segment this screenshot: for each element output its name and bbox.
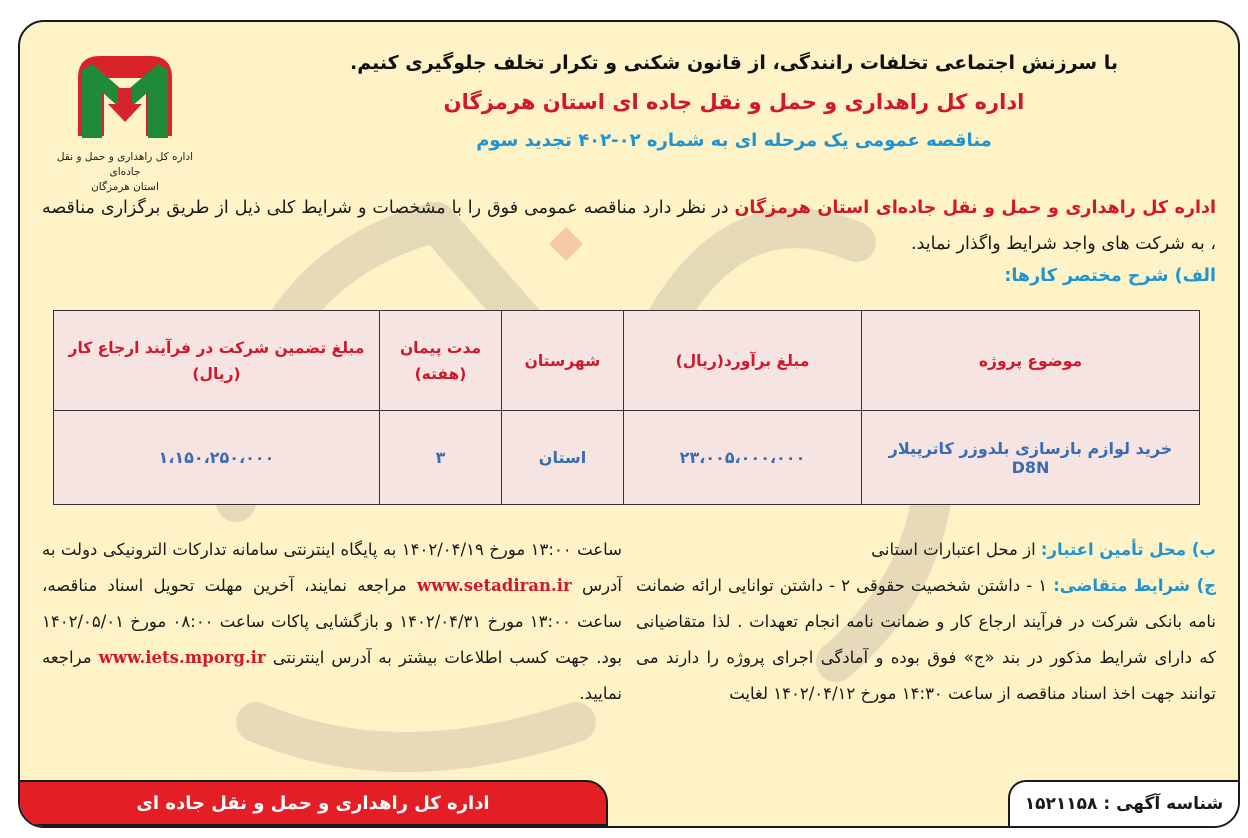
schedule-text-3: مراجعه نمایید. bbox=[42, 648, 622, 703]
section-c-label: ج) شرایط متقاضی: bbox=[1053, 576, 1216, 595]
footer-org-band: اداره کل راهداری و حمل و نقل جاده ای bbox=[18, 780, 608, 826]
schedule-text-2: مراجعه نمایند، آخرین مهلت تحویل اسناد مناقصه، ساعت ۱۳:۰۰ مورخ ۱۴۰۲/۰۴/۳۱ و بازگشایی پاکات ساعت ۰۸:۰۰ مورخ ۱۴۰۲/۰۵/۰۱ بود. جهت کسب اطلاعات بیشتر به آدرس اینترنتی bbox=[42, 576, 622, 667]
organization-logo bbox=[50, 48, 200, 208]
slogan: با سرزنش اجتماعی تخلفات رانندگی، از قانون شکنی و تکرار تخلف جلوگیری کنیم. bbox=[350, 52, 1118, 74]
cell-estimate: ۲۳،۰۰۵،۰۰۰،۰۰۰ bbox=[624, 411, 862, 505]
header-county: شهرستان bbox=[502, 311, 624, 411]
intro-text: در نظر دارد مناقصه عمومی فوق را با مشخصات و شرایط کلی ذیل از طریق برگزاری مناقصه ، به شرکت های واجد شرایط واگذار نماید. bbox=[42, 198, 1216, 254]
intro-org-name: اداره کل راهداری و حمل و نقل جاده‌ای استان هرمزگان bbox=[734, 198, 1216, 218]
section-b-label: ب) محل تأمین اعتبار: bbox=[1040, 540, 1216, 559]
conditions-column bbox=[636, 532, 1216, 712]
header-estimate: مبلغ برآورد(ریال) bbox=[624, 311, 862, 411]
section-a-heading: الف) شرح مختصر کارها: bbox=[1004, 266, 1216, 286]
intro-paragraph bbox=[42, 190, 1216, 262]
applicant-conditions bbox=[636, 568, 1216, 712]
cell-project-subject: خرید لوازم بازسازی بلدوزر کاترپیلار D8N bbox=[862, 411, 1200, 505]
header-guarantee: مبلغ تضمین شرکت در فرآیند ارجاع کار (ریال) bbox=[54, 311, 380, 411]
table-row bbox=[54, 411, 1200, 505]
header-project-subject: موضوع پروژه bbox=[862, 311, 1200, 411]
schedule-paragraph bbox=[42, 532, 622, 712]
cell-duration: ۳ bbox=[380, 411, 502, 505]
road-transport-logo-icon bbox=[70, 48, 180, 146]
funding-source bbox=[636, 532, 1216, 568]
table-header-row bbox=[54, 311, 1200, 411]
ad-id-badge: شناسه آگهی : ۱۵۲۱۱۵۸ bbox=[1008, 780, 1238, 826]
logo-caption-line2: استان هرمزگان bbox=[91, 181, 159, 193]
organization-title: اداره کل راهداری و حمل و نقل جاده ای استان هرمزگان bbox=[443, 90, 1025, 114]
cell-guarantee: ۱،۱۵۰،۲۵۰،۰۰۰ bbox=[54, 411, 380, 505]
header-duration: مدت پیمان (هفته) bbox=[380, 311, 502, 411]
logo-caption-line1: اداره کل راهداری و حمل و نقل جاده‌ای bbox=[56, 151, 194, 178]
schedule-text-1: ساعت ۱۳:۰۰ مورخ ۱۴۰۲/۰۴/۱۹ به پایگاه اینترنتی سامانه تدارکات الترونیکی دولت به آدرس bbox=[42, 540, 622, 595]
iets-link[interactable]: www.iets.mporg.ir bbox=[98, 648, 266, 667]
schedule-column bbox=[42, 532, 622, 712]
works-table bbox=[53, 310, 1200, 505]
section-c-text: ۱ - داشتن شخصیت حقوقی ۲ - داشتن توانایی ارائه ضمانت نامه بانکی شرکت در فرآیند ارجاع کار و ضمانت نامه انجام تعهدات . لذا متقاضیانی که دارای شرایط مذکور در بند «ج» فوق بوده و آمادگی اجرای پروژه را دارند می توانند جهت اخذ اسناد مناقصه از ساعت ۱۴:۳۰ مورخ ۱۴۰۲/۰۴/۱۲ لغایت bbox=[636, 576, 1216, 703]
advertisement-frame bbox=[18, 20, 1240, 828]
section-b-text: از محل اعتبارات استانی bbox=[871, 540, 1041, 559]
setadiran-link[interactable]: www.setadiran.ir bbox=[417, 576, 572, 595]
tender-title: مناقصه عمومی یک مرحله ای به شماره ۰۲-۴۰۲ تجدید سوم bbox=[476, 130, 992, 151]
logo-caption bbox=[50, 150, 200, 195]
cell-county: استان bbox=[502, 411, 624, 505]
